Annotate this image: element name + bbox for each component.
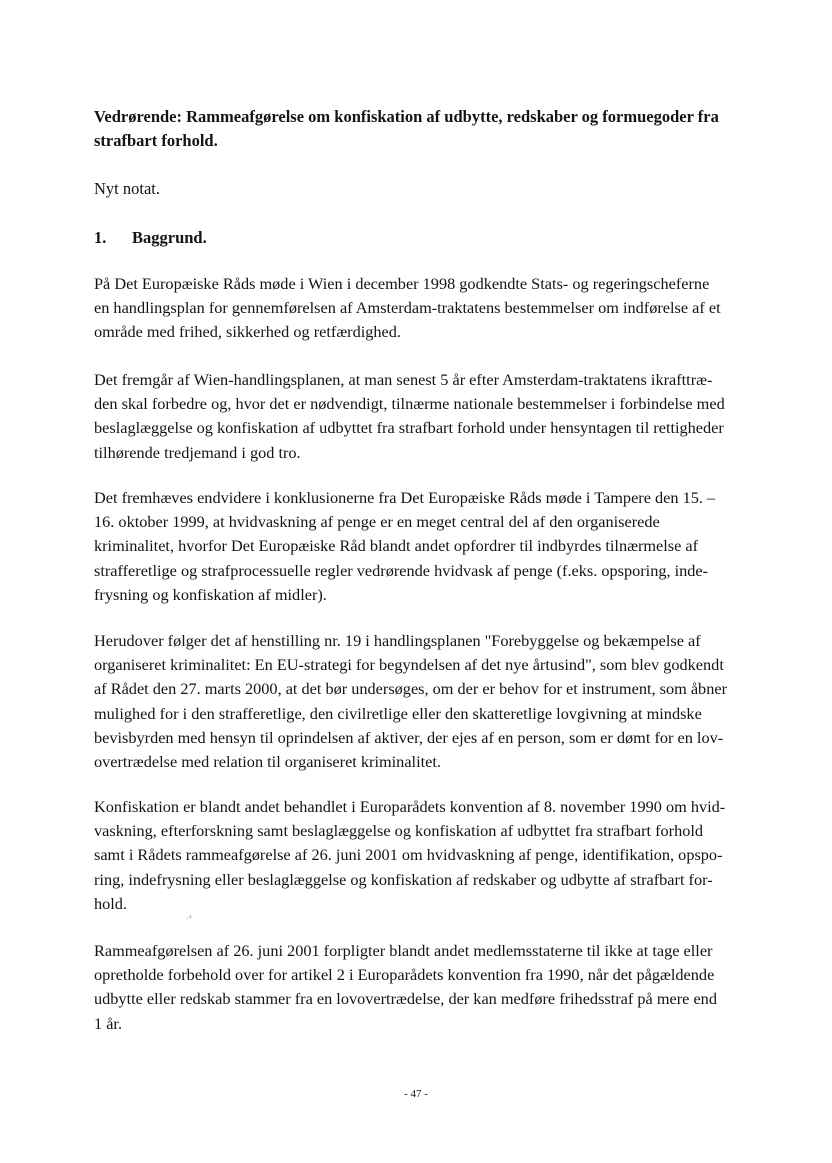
paragraph-line: 16. oktober 1999, at hvidvaskning af penge er en meget central del af den organiserede <box>94 512 660 532</box>
paragraph-line: hold. <box>94 893 128 913</box>
section-number: 1. <box>94 228 107 247</box>
paragraph-2 <box>94 368 754 465</box>
paragraph-3 <box>94 486 754 607</box>
paragraph-line: Konfiskation er blandt andet behandlet i Europarådets konvention af 8. november 1990 om hvid- <box>94 797 726 816</box>
paragraph-line: område med frihed, sikkerhed og retfærdighed. <box>94 322 401 342</box>
paragraph-line: organiseret kriminalitet: En EU-strategi for begyndelsen af det nye årtusind", som blev godkendt <box>94 655 724 675</box>
paragraph-line: den skal forbedre og, hvor det er nødvendigt, tilnærme nationale bestemmelser i forbindelse med <box>94 394 725 414</box>
paragraph-1 <box>94 272 754 345</box>
paragraph-line: en handlingsplan for gennemførelsen af Amsterdam-traktatens bestemmelser om indførelse af et <box>94 298 721 318</box>
paragraph-line: tilhørende tredjemand i god tro. <box>94 442 301 462</box>
page-number: - 47 - <box>404 1088 428 1100</box>
paragraph-line: På Det Europæiske Råds møde i Wien i december 1998 godkendte Stats- og regeringscheferne <box>94 274 710 293</box>
paragraph-line: Det fremhæves endvidere i konklusionerne fra Det Europæiske Råds møde i Tampere den 15. – <box>94 488 716 507</box>
paragraph-line: Det fremgår af Wien-handlingsplanen, at man senest 5 år efter Amsterdam-traktatens ikrafttræ- <box>94 370 713 389</box>
paragraph-line: Rammeafgørelsen af 26. juni 2001 forpligter blandt andet medlemsstaterne til ikke at tage eller <box>94 941 713 960</box>
paragraph-line: af Rådet den 27. marts 2000, at det bør undersøges, om der er behov for et instrument, som åbner <box>94 679 727 699</box>
paragraph-line: strafferetlige og strafprocessuelle regler vedrørende hvidvask af penge (f.eks. opsporing, inde- <box>94 560 709 580</box>
paragraph-line: ring, indefrysning eller beslaglæggelse og konfiskation af redskaber og udbytte af strafbart for- <box>94 869 713 889</box>
paragraph-line: vaskning, efterforskning samt beslaglæggelse og konfiskation af udbyttet fra strafbart forhold <box>94 821 704 841</box>
paragraph-6 <box>94 939 754 1036</box>
paragraph-line: opretholde forbehold over for artikel 2 i Europarådets konvention fra 1990, når det pågældende <box>94 965 715 985</box>
document-subject: Vedrørende: Rammeafgørelse om konfiskation af udbytte, redskaber og formuegoder fra strafbart forhold. <box>94 107 719 150</box>
paragraph-line: 1 år. <box>94 1013 123 1033</box>
section-title: Baggrund. <box>132 228 207 247</box>
paragraph-line: mulighed for i den strafferetlige, den civilretlige eller den skatteretlige lovgivning at mindske <box>94 703 702 723</box>
document-note: Nyt notat. <box>94 179 160 198</box>
paragraph-line: beslaglæggelse og konfiskation af udbyttet fra strafbart forhold under hensyntagen til rettigheder <box>94 418 724 438</box>
paragraph-line: bevisbyrden med hensyn til oprindelsen af aktiver, der ejes af en person, som er dømt for en lov- <box>94 727 724 747</box>
scan-speck: ·° <box>186 914 192 923</box>
paragraph-line: udbytte eller redskab stammer fra en lovovertrædelse, der kan medføre frihedsstraf på mere end <box>94 989 717 1009</box>
section-heading <box>94 226 207 250</box>
paragraph-line: frysning og konfiskation af midler). <box>94 584 327 604</box>
paragraph-line: kriminalitet, hvorfor Det Europæiske Råd blandt andet opfordrer til indbyrdes tilnærmelse af <box>94 536 699 556</box>
paragraph-4 <box>94 629 754 774</box>
paragraph-line: Herudover følger det af henstilling nr. 19 i handlingsplanen "Forebyggelse og bekæmpelse af <box>94 631 701 650</box>
paragraph-5 <box>94 795 754 916</box>
paragraph-line: samt i Rådets rammeafgørelse af 26. juni 2001 om hvidvaskning af penge, identifikation, opspo- <box>94 845 723 865</box>
paragraph-line: overtrædelse med relation til organiseret kriminalitet. <box>94 752 441 772</box>
